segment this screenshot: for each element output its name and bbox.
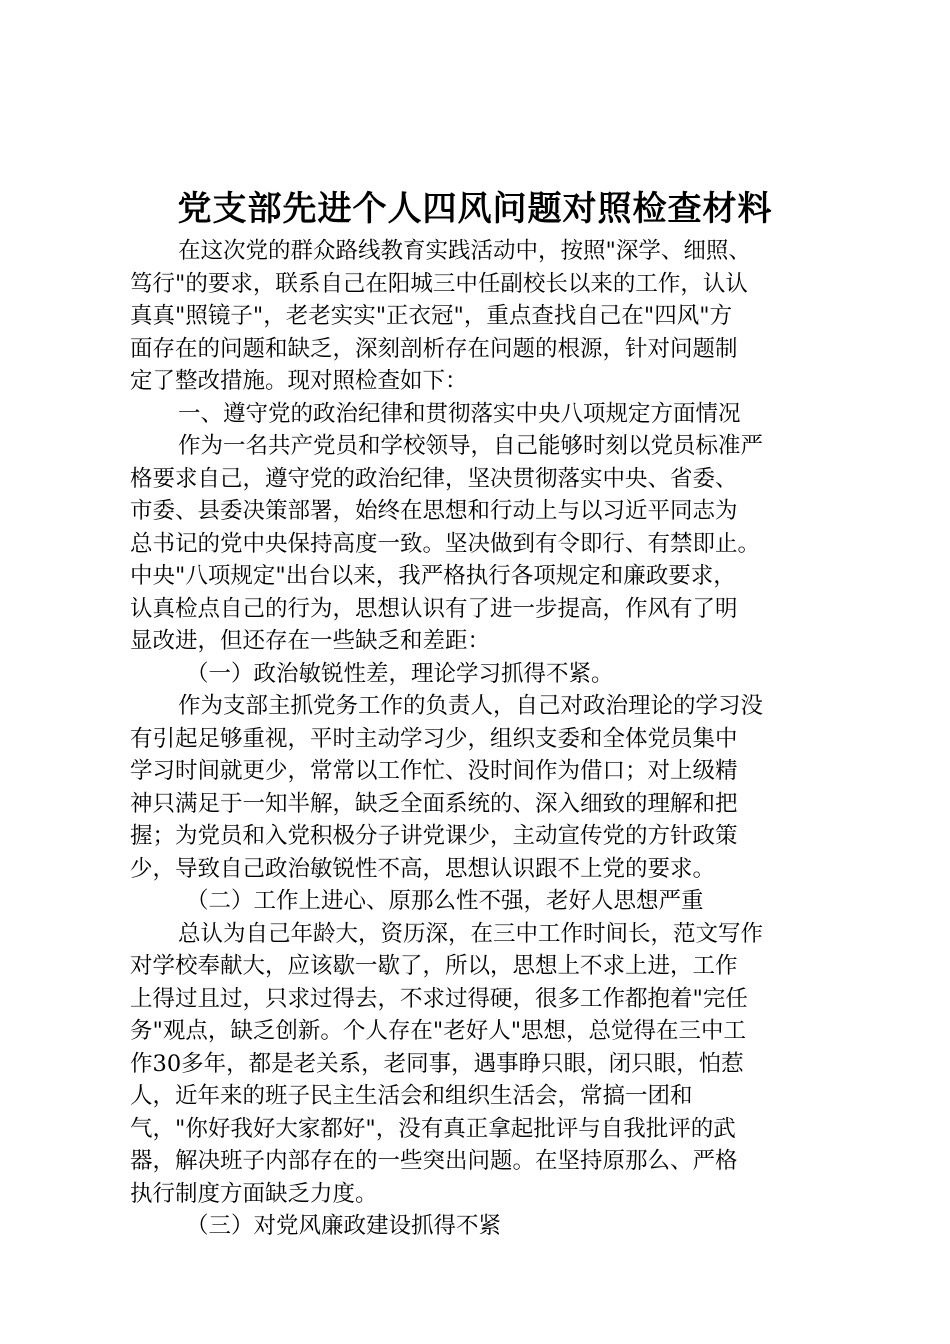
paragraph-line: 作30多年，都是老关系，老同事，遇事睁只眼，闭只眼，怕惹 [130,1050,744,1077]
paragraph-line: 有引起足够重视，平时主动学习少，组织支委和全体党员集中 [130,725,738,752]
subsection-heading: （二）工作上进心、原那么性不强，老好人思想严重 [186,888,704,914]
paragraph-line: 显改进，但还存在一些缺乏和差距： [130,628,491,654]
document-title: 党支部先进个人四风问题对照检查材料 [177,189,773,229]
paragraph-line: 真真"照镜子"，老老实实"正衣冠"，重点查找自己在"四风"方 [130,303,733,329]
section-heading: 一、遵守党的政治纪律和贯彻落实中央八项规定方面情况 [178,400,741,427]
paragraph-line: 器，解决班子内部存在的一些突出问题。在坚持原那么、严格 [130,1148,738,1174]
paragraph-line: 握；为党员和入党积极分子讲党课少，主动宣传党的方针政策 [130,823,738,849]
paragraph-line: 认真检点自己的行为，思想认识有了进一步提高，作风有了明 [130,595,738,622]
paragraph-line: 对学校奉献大，应该歇一歇了，所以，思想上不求上进，工作 [130,953,738,979]
paragraph-line: 面存在的问题和缺乏，深刻剖析存在问题的根源，针对问题制 [130,335,738,362]
paragraph-line: 市委、县委决策部署，始终在思想和行动上与以习近平同志为 [130,498,738,524]
paragraph-line: 神只满足于一知半解，缺乏全面系统的、深入细致的理解和把 [130,790,738,817]
paragraph-line: 格要求自己，遵守党的政治纪律，坚决贯彻落实中央、省委、 [130,465,738,492]
paragraph-line: 执行制度方面缺乏力度。 [130,1180,378,1207]
paragraph-line: 在这次党的群众路线教育实践活动中，按照"深学、细照、 [178,238,751,264]
paragraph-line: 笃行"的要求，联系自己在阳城三中任副校长以来的工作，认认 [130,270,748,297]
paragraph-line: 总书记的党中央保持高度一致。坚决做到有令即行、有禁即止。 [130,530,761,557]
paragraph-line: 定了整改措施。现对照检查如下： [130,368,468,394]
paragraph-line: 学习时间就更少，常常以工作忙、没时间作为借口；对上级精 [130,758,738,784]
paragraph-line: 气，"你好我好大家都好"，没有真正拿起批评与自我批评的武 [130,1115,736,1142]
paragraph-line: 人，近年来的班子民主生活会和组织生活会，常搞一团和 [130,1083,693,1109]
document-body [130,235,830,1243]
paragraph-line: 中央"八项规定"出台以来，我严格执行各项规定和廉政要求， [130,563,736,589]
paragraph-line: 务"观点，缺乏创新。个人存在"老好人"思想，总觉得在三中工 [130,1018,747,1044]
paragraph-line: 作为支部主抓党务工作的负责人，自己对政治理论的学习没 [178,693,764,719]
subsection-heading: （一）政治敏锐性差，理论学习抓得不紧。 [186,660,614,687]
paragraph-line: 总认为自己年龄大，资历深，在三中工作时间长，范文写作 [178,920,764,947]
subsection-heading: （三）对党风廉政建设抓得不紧 [186,1213,502,1239]
paragraph-line: 上得过且过，只求过得去，不求过得硬，很多工作都抱着"完任 [130,985,748,1012]
paragraph-line: 作为一名共产党员和学校领导，自己能够时刻以党员标准严 [178,433,764,459]
paragraph-line: 少，导致自己政治敏锐性不高，思想认识跟不上党的要求。 [130,855,716,882]
